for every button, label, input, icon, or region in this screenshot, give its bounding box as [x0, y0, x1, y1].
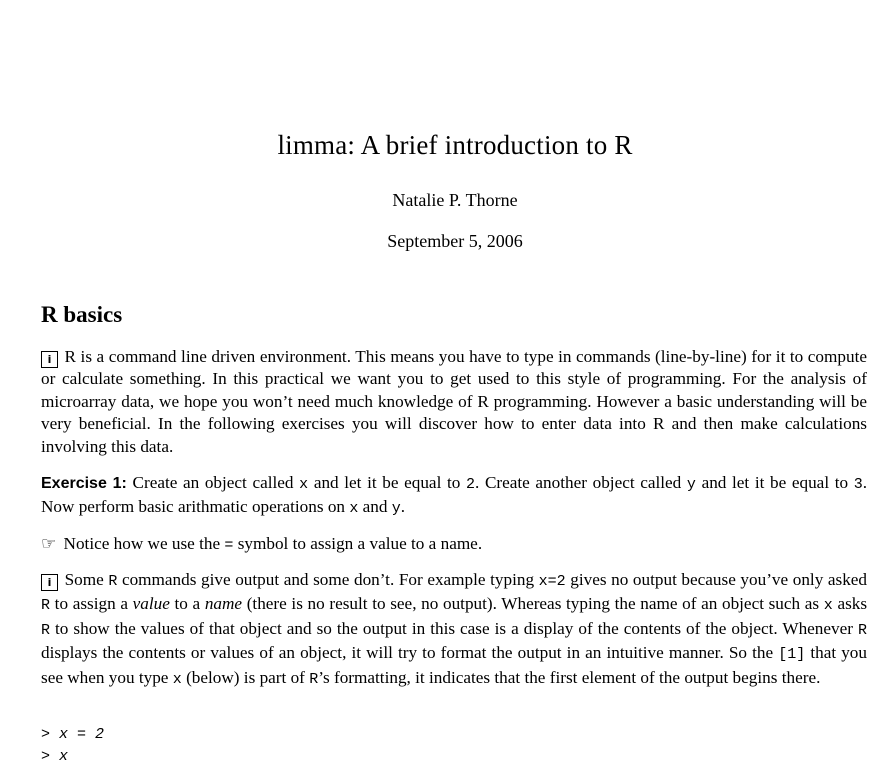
output-text: gives no output because you’ve only asked — [570, 570, 868, 589]
output-text: displays the contents or values of an object, it will try to format the output in an intuitive manner. So the — [41, 643, 774, 663]
info-icon: i — [41, 351, 58, 368]
info-icon: i — [41, 574, 58, 591]
code-inline: R — [41, 597, 51, 615]
code-inline: R — [108, 573, 118, 590]
code-line: > x = 2 — [41, 726, 105, 743]
exercise-text: . Now perform basic arithmatic operations on — [41, 473, 868, 517]
output-text: (below) is part of — [186, 667, 305, 687]
output-text: (there is no result to see, no output). Whereas typing the name of an object such as — [246, 594, 820, 614]
output-text: to assign a — [54, 594, 128, 614]
doc-title: limma: A brief introduction to R — [277, 130, 633, 160]
intro-paragraph — [41, 346, 867, 458]
code-inline: x — [349, 500, 359, 518]
exercise-text: and let it be equal to — [313, 473, 461, 492]
code-inline: x — [299, 476, 309, 493]
code-inline: y — [686, 476, 696, 493]
emphasis-text: name — [204, 594, 243, 614]
section-heading: R basics — [41, 302, 123, 327]
intro-text: R is a command line driven environment. This means you have to type in commands (line-by-line) for it to compute or calculate something. In this practical we want you to get used to this style of programming. For the analysis of microarray data, we hope you won’t need much knowledge of R programming. However a basic understanding will be very beneficial. In the following exercises you will discover how to enter data into R and then make calculations involving this data. — [41, 347, 867, 456]
output-text: ’s formatting, it indicates that the first element of the output begins there. — [318, 667, 821, 687]
exercise-text: Create an object called — [132, 473, 294, 492]
output-text: to show the values of that object and so the output in this case is a display of the contents of the object. Whenever — [55, 618, 853, 638]
output-paragraph — [41, 569, 867, 691]
code-inline: x — [172, 670, 182, 688]
output-text: Some — [64, 570, 104, 589]
exercise-text: and — [362, 497, 388, 517]
code-inline: R — [857, 621, 867, 639]
exercise-paragraph — [41, 472, 867, 521]
exercise-text: and let it be equal to — [701, 473, 849, 492]
pointing-hand-icon: ☞ — [41, 534, 57, 554]
code-inline: R — [41, 621, 51, 639]
code-inline: [1] — [778, 646, 806, 664]
output-text: commands give output and some don’t. For example typing — [121, 570, 535, 589]
code-inline: R — [309, 670, 319, 688]
notice-paragraph — [41, 533, 867, 557]
code-line: > x — [41, 748, 69, 765]
code-inline: = — [224, 537, 234, 554]
doc-date: September 5, 2006 — [387, 231, 523, 251]
notice-text: Notice how we use the — [63, 534, 221, 553]
output-text: to a — [174, 594, 201, 614]
code-inline: x=2 — [538, 573, 566, 590]
emphasis-text: value — [132, 594, 170, 614]
output-text: that you see when you type — [41, 643, 867, 687]
exercise-text: . Create another object called — [475, 473, 682, 492]
output-text: asks — [837, 594, 868, 614]
exercise-text: . — [400, 497, 406, 517]
code-inline: x — [823, 597, 833, 615]
code-inline: y — [391, 500, 401, 518]
exercise-label: Exercise 1: — [41, 475, 127, 492]
code-inline: 3 — [853, 476, 863, 493]
doc-author: Natalie P. Thorne — [392, 190, 518, 210]
code-inline: 2 — [466, 476, 476, 493]
notice-text: symbol to assign a value to a name. — [237, 534, 483, 553]
code-block — [41, 724, 104, 768]
